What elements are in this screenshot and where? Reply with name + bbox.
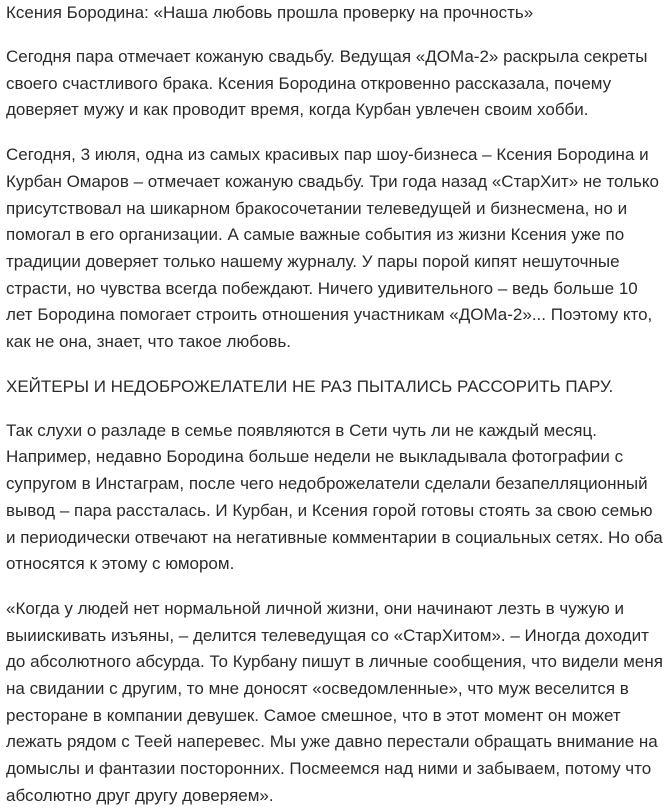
article-quote: «Когда у людей нет нормальной личной жизни, они начинают лезть в чужую и выиискивать изъяны, – делится телеведущая со «СтарХитом». – Иногда доходит до абсолютного абсурда. То Курбану пишут в личные сообщения, что видели меня на свидании с другим, то мне доносят «осведомленные», что муж веселится в ресторане в компании девушек. Самое смешное, что в этот момент он может лежать рядом с Теей наперевес. Мы уже давно перестали обращать внимание на домыслы и фантазии посторонних. Посмеемся над ними и забываем, потому что абсолютно друг другу доверяем». bbox=[6, 598, 663, 805]
article-lead: Сегодня пара отмечает кожаную свадьбу. Ведущая «ДОМа-2» раскрыла секреты своего счастливого брака. Ксения Бородина откровенно рассказала, почему доверяет мужу и как проводит время, когда Курбан увлечен своим хобби. bbox=[6, 47, 648, 120]
article-paragraph-1: Сегодня, 3 июля, одна из самых красивых пар шоу-бизнеса – Ксения Бородина и Курбан Омаров – отмечает кожаную свадьбу. Три года назад «СтарХит» не только присутствовал на шикарном бракосочетании телеведущей и бизнесмена, но и помогал в его организации. А самые важные события из жизни Ксения уже по традиции доверяет только нашему журналу. У пары порой кипят нешуточные страсти, но чувства всегда побеждают. Ничего удивительного – ведь больше 10 лет Бородина помогает строить отношения участникам «ДОМа-2»... Поэтому кто, как не она, знает, что такое любовь. bbox=[6, 145, 659, 352]
article bbox=[6, 0, 664, 810]
article-paragraph-2: Так слухи о разладе в семье появляются в Сети чуть ли не каждый месяц. Например, недавно Бородина больше недели не выкладывала фотографии с супругом в Инстаграм, после чего недоброжелатели сделали безапелляционный вывод – пара рассталась. И Курбан, и Ксения горой готовы стоять за свою семью и периодически отвечают на негативные комментарии в социальных сетях. Но оба относятся к этому с юмором. bbox=[6, 420, 663, 574]
article-title: Ксения Бородина: «Наша любовь прошла проверку на прочность» bbox=[6, 3, 534, 22]
article-subheading: ХЕЙТЕРЫ И НЕДОБРОЖЕЛАТЕЛИ НЕ РАЗ ПЫТАЛИСЬ РАССОРИТЬ ПАРУ. bbox=[6, 376, 614, 396]
